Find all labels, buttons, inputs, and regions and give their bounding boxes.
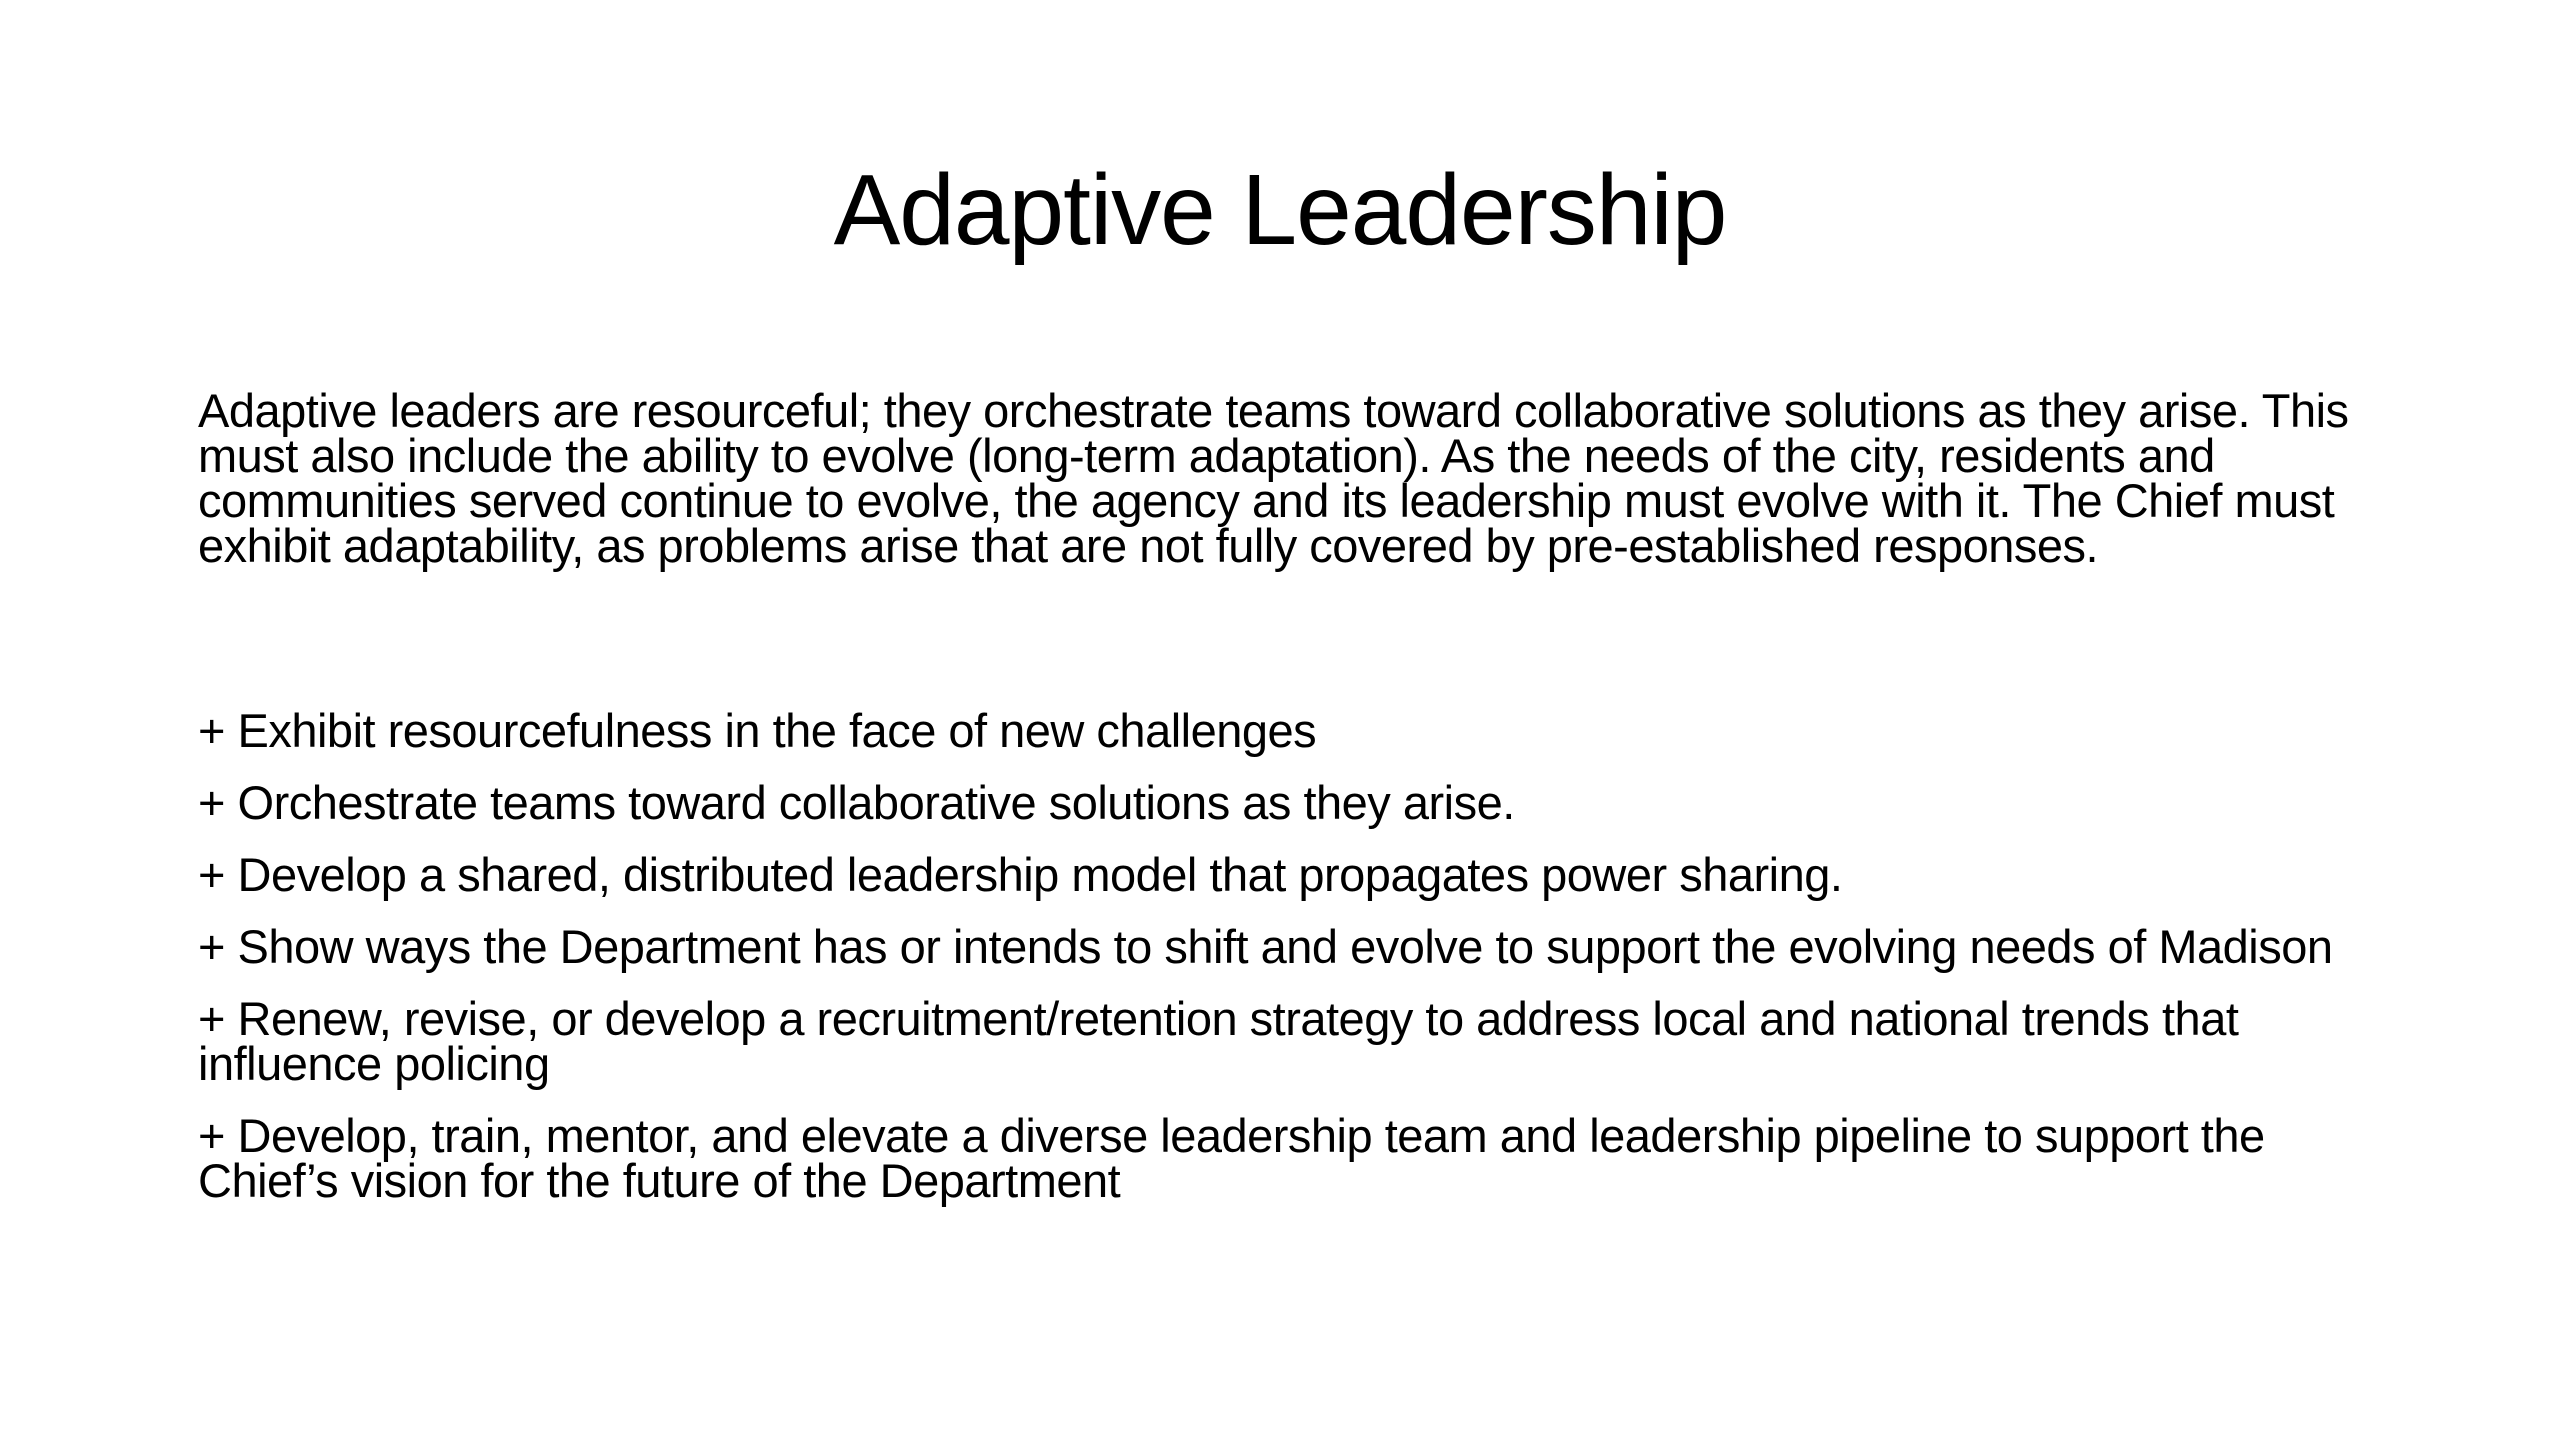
bullet-list [198, 704, 2408, 1230]
bullet-item: + Develop a shared, distributed leadership model that propagates power sharing. [198, 848, 1843, 901]
bullet-item: + Show ways the Department has or intends to shift and evolve to support the evolving needs of Madison [198, 920, 2333, 973]
intro-paragraph: Adaptive leaders are resourceful; they orchestrate teams toward collaborative solutions as they arise. This must also include the ability to evolve (long-term adaptation). As the needs of the city, residents and communities served continue to evolve, the agency and its leadership must evolve with it. The Chief must exhibit adaptability, as problems arise that are not fully covered by pre-established responses. [198, 384, 2349, 572]
slide-content [198, 384, 2408, 1207]
bullet-item: + Orchestrate teams toward collaborative solutions as they arise. [198, 776, 1515, 829]
bullet-item: + Develop, train, mentor, and elevate a diverse leadership team and leadership pipeline to support the Chief’s vision for the future of the Department [198, 1109, 2265, 1207]
bullet-item: + Renew, revise, or develop a recruitment/retention strategy to address local and national trends that influence policing [198, 992, 2239, 1090]
bullet-item: + Exhibit resourcefulness in the face of new challenges [198, 704, 1317, 757]
slide-title: Adaptive Leadership [833, 154, 1727, 266]
